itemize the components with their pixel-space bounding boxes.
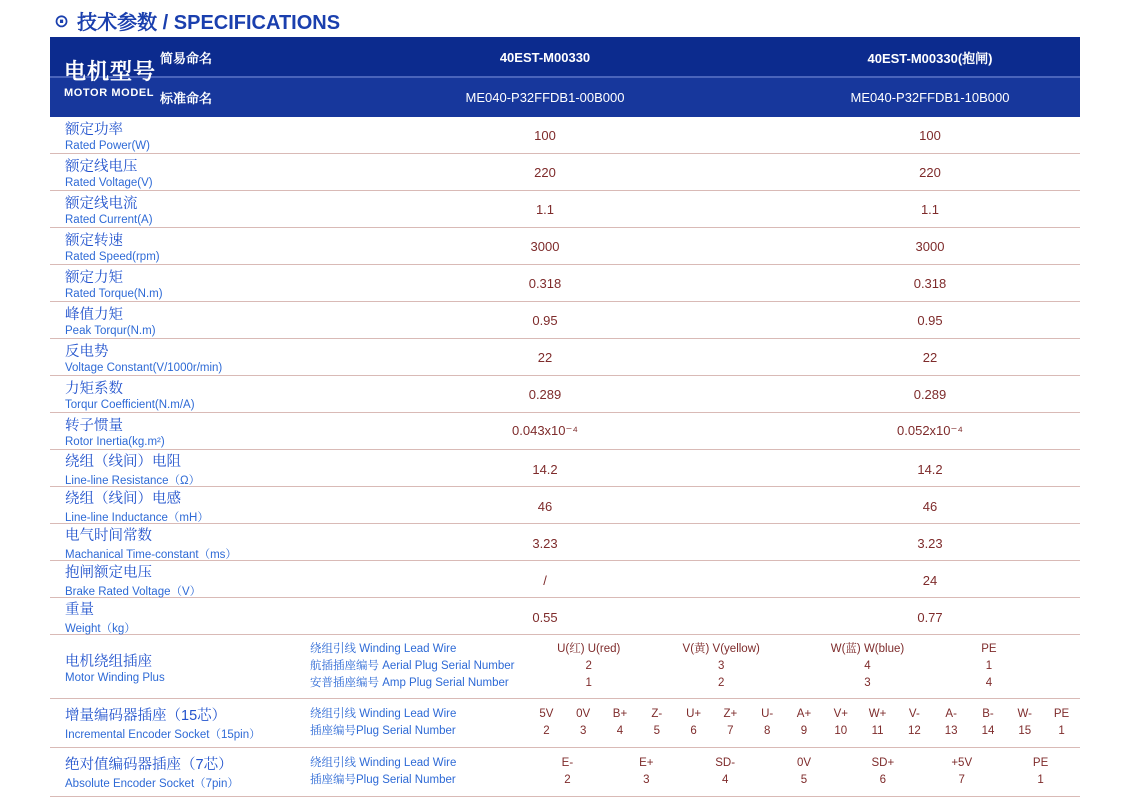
row-value-col1: 3.23 [532, 535, 558, 551]
incremental-sub-labels [310, 706, 528, 740]
pin-number: 4 [616, 725, 624, 737]
pin-label: U- [761, 708, 774, 720]
row-label-cn: 绕组（线间）电感 [65, 491, 181, 507]
pin-label: 5V [539, 708, 554, 720]
row-label-en: Rated Power(W) [65, 140, 150, 152]
row-value-col2: 0.77 [917, 609, 943, 625]
row-value-col1: 0.043x10⁻⁴ [512, 423, 578, 438]
model-name-simple-col2: 40EST-M00330(抱闸) [867, 50, 993, 66]
pin-number: 13 [944, 725, 958, 737]
spec-row-weight [50, 598, 1080, 635]
pin-cell [859, 706, 896, 740]
model-name-standard-col2: ME040-P32FFDB1-10B000 [850, 89, 1010, 105]
pin-number: 1 [1058, 725, 1065, 737]
pin-number: 6 [879, 774, 887, 786]
row-label-cn: 额定线电流 [65, 196, 138, 212]
pin-label: PE [1053, 708, 1070, 720]
pin-cell [602, 706, 639, 740]
spec-row-rated-power [50, 117, 1080, 154]
pin-label: Z- [651, 708, 663, 720]
pin-cell [1043, 706, 1080, 740]
pin-cell [765, 755, 844, 789]
row-value-col2: 220 [919, 164, 941, 180]
pin-number: 1 [1037, 774, 1044, 786]
row-value-col2: 14.2 [917, 461, 943, 477]
winding-sub-labels [310, 641, 528, 692]
sub-label-plug-number: 插座编号Plug Serial Number [310, 725, 456, 737]
pin-number-aerial: 3 [717, 660, 725, 672]
row-label-en: Line-line Inductance（mH） [65, 512, 209, 524]
sub-label-lead-wire: 绕组引线 Winding Lead Wire [310, 643, 457, 655]
pin-cell [896, 706, 933, 740]
pin-label: +5V [951, 757, 973, 769]
pin-cell [933, 706, 970, 740]
pin-number: 5 [653, 725, 660, 737]
row-value-col1: 220 [534, 164, 556, 180]
row-label-en: Voltage Constant(V/1000r/min) [65, 362, 223, 374]
pin-number-amp: 3 [864, 677, 871, 689]
pin-number: 6 [690, 725, 697, 737]
header-row-standard-name [50, 77, 1080, 117]
page-title [54, 6, 340, 35]
pin-cell [970, 706, 1007, 740]
spec-row-brake-voltage [50, 561, 1080, 598]
spec-row-line-resistance [50, 450, 1080, 487]
row-label-cn: 峰值力矩 [65, 307, 123, 323]
row-label-en: Absolute Encoder Socket（7pin） [65, 778, 239, 790]
motor-model-label-cn: 电机型号 [64, 59, 157, 84]
row-label-en: Rated Torque(N.m) [65, 288, 163, 300]
row-value-col2: 46 [922, 498, 938, 514]
pin-number-amp: 1 [585, 677, 592, 689]
pin-label: A- [945, 708, 957, 720]
pin-cell [843, 755, 922, 789]
row-label-en: Rated Voltage(V) [65, 177, 153, 189]
pin-cell [638, 706, 675, 740]
spec-row-voltage-constant [50, 339, 1080, 376]
motor-model-label-en: MOTOR MODEL [64, 87, 155, 99]
table-header [50, 37, 1080, 117]
absolute-sub-labels [310, 755, 528, 789]
row-label-en: Incremental Encoder Socket（15pin） [65, 729, 261, 741]
row-label-cn: 额定转速 [65, 233, 123, 249]
row-value-col1: 0.289 [528, 386, 562, 402]
pin-number: 2 [543, 725, 550, 737]
row-label-en: Weight（kg） [65, 623, 136, 635]
row-value-col1: 3000 [530, 238, 560, 254]
incremental-pin-table [528, 706, 1080, 740]
row-value-col2: 0.318 [913, 275, 947, 291]
winding-pin-table [528, 641, 1080, 692]
pin-label: SD+ [871, 757, 895, 769]
pin-cell-v [649, 641, 793, 692]
pin-number-aerial: 4 [864, 660, 871, 672]
row-label-en: Rated Speed(rpm) [65, 251, 160, 263]
pin-number: 4 [721, 774, 729, 786]
sub-label-amp-plug: 安普插座编号 Amp Plug Serial Number [310, 677, 509, 689]
row-value-col2: 0.052x10⁻⁴ [897, 423, 963, 438]
row-value-col1: 0.95 [532, 312, 558, 328]
row-value-col2: 0.289 [913, 386, 947, 402]
pin-cell [686, 755, 765, 789]
pin-label: W(蓝) W(blue) [830, 643, 905, 655]
row-value-col2: 24 [922, 572, 938, 588]
pin-number: 3 [643, 774, 650, 786]
spec-row-rated-torque [50, 265, 1080, 302]
pin-label: V- [908, 708, 920, 720]
motor-model-block [64, 37, 156, 117]
pin-number: 2 [564, 774, 571, 786]
row-label-cn: 抱闸额定电压 [65, 565, 152, 581]
pin-number-aerial: 1 [985, 660, 993, 672]
pin-cell [675, 706, 712, 740]
pin-cell [749, 706, 786, 740]
row-label-cn: 转子惯量 [65, 418, 123, 434]
pin-cell [786, 706, 823, 740]
row-label-en: Machanical Time-constant（ms） [65, 549, 237, 561]
naming-label-simple: 简易命名 [160, 50, 213, 66]
pin-label: W- [1017, 708, 1032, 720]
row-label-cn: 电气时间常数 [65, 528, 152, 544]
row-label-en: Motor Winding Plus [65, 671, 165, 684]
row-value-col1: 0.55 [532, 609, 558, 625]
row-label-cn: 绕组（线间）电阻 [65, 454, 181, 470]
row-label-cn: 绝对值编码器插座（7芯） [65, 757, 233, 773]
header-row-simple-name [50, 37, 1080, 77]
pin-number: 10 [834, 725, 848, 737]
pin-cell-w [793, 641, 942, 692]
row-label-cn: 增量编码器插座（15芯） [65, 708, 227, 724]
row-label-en: Rated Current(A) [65, 214, 153, 226]
pin-cell-pe [942, 641, 1036, 692]
pin-number: 15 [1018, 725, 1032, 737]
sub-label-aerial-plug: 航插插座编号 Aerial Plug Serial Number [310, 660, 515, 672]
pin-label: PE [981, 643, 997, 655]
pin-number-aerial: 2 [585, 660, 592, 672]
header-divider [50, 76, 1080, 78]
pin-number: 7 [958, 774, 965, 786]
pin-label: 0V [796, 757, 812, 769]
spec-row-rated-current [50, 191, 1080, 228]
pin-number: 14 [981, 725, 995, 737]
specifications-table [50, 37, 1080, 797]
spec-row-torque-coefficient [50, 376, 1080, 413]
spec-row-line-inductance [50, 487, 1080, 524]
spec-row-rated-speed [50, 228, 1080, 265]
spec-row-rated-voltage [50, 154, 1080, 191]
row-label-en: Torqur Coefficient(N.m/A) [65, 399, 195, 411]
pin-number-amp: 2 [717, 677, 725, 689]
pin-cell [712, 706, 749, 740]
pin-number: 5 [800, 774, 808, 786]
pin-cell [607, 755, 686, 789]
pin-number-amp: 4 [985, 677, 993, 689]
model-name-simple-col1: 40EST-M00330 [499, 49, 591, 65]
spec-row-motor-winding-plug [50, 635, 1080, 699]
pin-number: 11 [871, 725, 884, 737]
row-label-cn: 电机绕组插座 [65, 653, 152, 670]
pin-cell [528, 706, 565, 740]
row-label-en: Brake Rated Voltage（V） [65, 586, 202, 598]
pin-label: SD- [715, 757, 736, 769]
pin-number: 8 [763, 725, 771, 737]
pin-number: 7 [727, 725, 734, 737]
row-label-en: Peak Torqur(N.m) [65, 325, 156, 337]
pin-label: E- [561, 757, 574, 769]
row-value-col2: 22 [922, 349, 938, 365]
pin-number: 3 [579, 725, 587, 737]
pin-cell [922, 755, 1001, 789]
spec-row-time-constant [50, 524, 1080, 561]
pin-label: U(红) U(red) [557, 643, 621, 655]
pin-cell [822, 706, 859, 740]
row-value-col2: 3.23 [917, 535, 943, 551]
sub-label-plug-number: 插座编号Plug Serial Number [310, 774, 456, 786]
pin-cell [528, 755, 607, 789]
row-value-col1: / [543, 572, 547, 588]
pin-label: W+ [868, 708, 887, 720]
spec-row-absolute-encoder [50, 748, 1080, 797]
row-label-en: Line-line Resistance（Ω） [65, 475, 201, 487]
pin-label: E+ [639, 757, 654, 769]
pin-number: 9 [800, 725, 808, 737]
row-value-col1: 14.2 [532, 461, 558, 477]
row-label-cn: 额定力矩 [65, 270, 123, 286]
pin-label: 0V [576, 708, 591, 720]
row-label-cn: 力矩系数 [65, 381, 123, 397]
pin-label: PE [1032, 757, 1049, 769]
model-name-standard-col1: ME040-P32FFDB1-00B000 [465, 89, 625, 105]
sub-label-lead-wire: 绕组引线 Winding Lead Wire [310, 708, 457, 720]
circled-dot-icon: ⊙ [54, 10, 70, 31]
page-title-text: 技术参数 / SPECIFICATIONS [77, 12, 341, 34]
pin-label: B- [982, 708, 994, 720]
row-value-col1: 46 [537, 498, 553, 514]
pin-label: Z+ [723, 708, 738, 720]
pin-label: U+ [686, 708, 702, 720]
pin-label: A+ [796, 708, 812, 720]
absolute-pin-table [528, 755, 1080, 789]
row-value-col1: 100 [534, 127, 556, 143]
naming-label-standard: 标准命名 [160, 90, 213, 106]
spec-row-incremental-encoder [50, 699, 1080, 748]
pin-label: B+ [612, 708, 628, 720]
row-value-col2: 0.95 [917, 312, 943, 328]
row-value-col1: 1.1 [535, 201, 555, 217]
pin-number: 12 [907, 725, 921, 737]
row-value-col2: 3000 [915, 238, 945, 254]
spec-row-peak-torque [50, 302, 1080, 339]
row-label-cn: 额定功率 [65, 122, 123, 138]
row-label-cn: 额定线电压 [65, 159, 138, 175]
row-label-cn: 重量 [65, 602, 94, 618]
pin-cell [1006, 706, 1043, 740]
pin-label: V+ [833, 708, 848, 720]
row-label-en: Rotor Inertia(kg.m²) [65, 436, 165, 448]
spec-row-rotor-inertia [50, 413, 1080, 450]
row-value-col2: 100 [919, 127, 941, 143]
row-label-cn: 反电势 [65, 344, 109, 360]
sub-label-lead-wire: 绕组引线 Winding Lead Wire [310, 757, 457, 769]
row-value-col1: 22 [537, 349, 553, 365]
pin-cell-u [528, 641, 649, 692]
pin-cell [565, 706, 602, 740]
pin-cell [1001, 755, 1080, 789]
pin-label: V(黄) V(yellow) [682, 643, 760, 655]
row-value-col1: 0.318 [528, 275, 562, 291]
row-value-col2: 1.1 [920, 201, 940, 217]
